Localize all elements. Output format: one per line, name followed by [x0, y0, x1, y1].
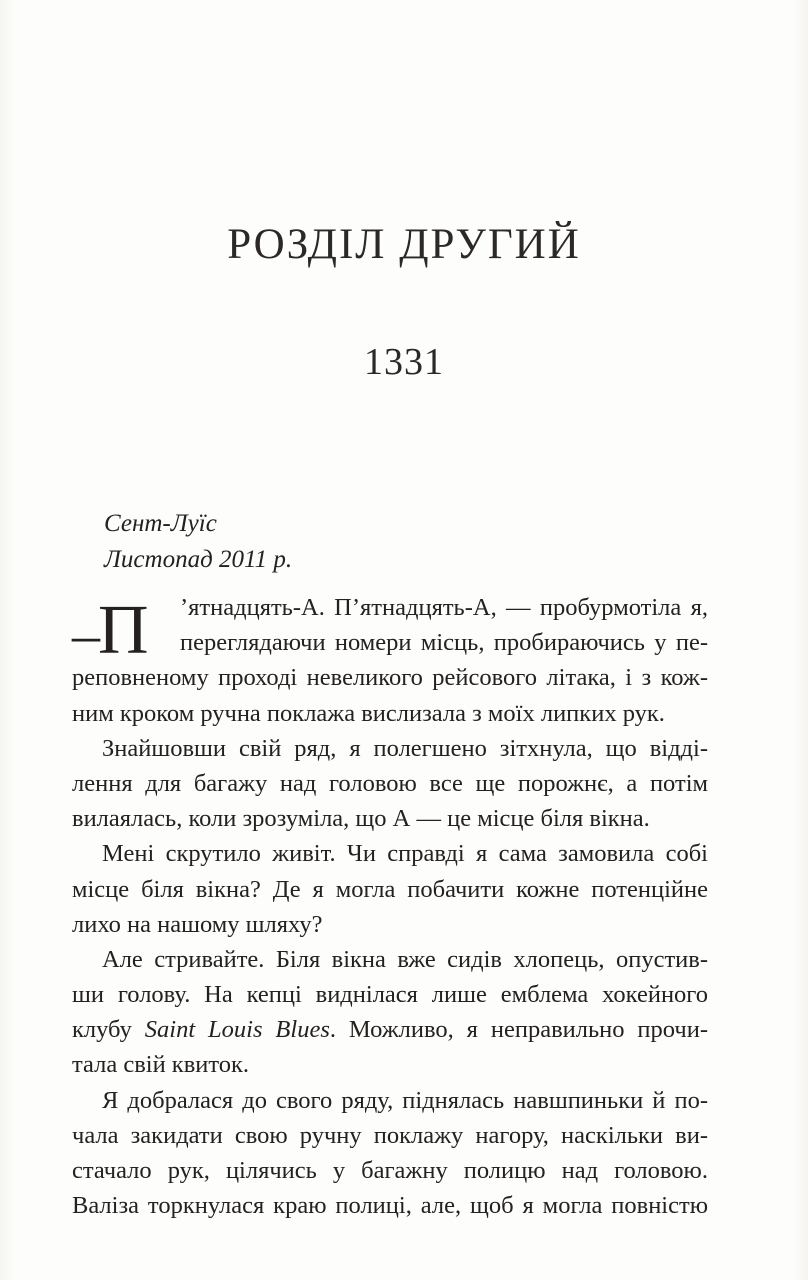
text-line: ’ятнадцять-А. П’ятнадцять-А, — пробурмотіла я, — [180, 594, 708, 621]
text-line: вилаялась, коли зрозуміла, що А — це місце біля вікна. — [72, 805, 650, 833]
body-text — [72, 590, 708, 1223]
text-line-mixed — [72, 1012, 708, 1047]
text-line: ши голову. На кепці виднілася лише емблема хокейного — [72, 981, 708, 1009]
drop-cap-dash: – — [72, 604, 100, 666]
text-fragment: клубу — [72, 1016, 145, 1044]
chapter-title: РОЗДІЛ ДРУГИЙ — [227, 221, 581, 268]
dateline-place: Сент-Луїс — [104, 510, 217, 537]
dateline — [104, 506, 292, 578]
drop-cap-letter: П — [98, 592, 149, 669]
text-line: стачало рук, цілячись у багажну полицю над головою. — [72, 1157, 708, 1184]
text-line: лихо на нашому шляху? — [72, 910, 323, 938]
text-line: Мені скрутило живіт. Чи справді я сама замовила собі — [102, 840, 708, 868]
text-line: Я добралася до свого ряду, піднялась навшпиньки й по- — [102, 1086, 708, 1114]
text-fragment: . Можливо, я неправильно прочи- — [329, 1016, 708, 1044]
chapter-number: 1331 — [364, 341, 444, 383]
text-line: ним кроком ручна поклажа вислизала з моїх липких рук. — [72, 699, 665, 727]
dateline-date: Листопад 2011 р. — [104, 546, 293, 573]
text-line: лення для багажу над головою все ще порожнє, а потім — [72, 769, 708, 797]
text-line: Валіза торкнулася краю полиці, але, щоб я могла повністю — [72, 1192, 708, 1220]
text-line: реповненому проході невеликого рейсового літака, і з кож- — [72, 664, 708, 692]
club-name: Saint Louis Blues — [144, 1016, 330, 1044]
text-line: чала закидати свою ручну поклажу нагору, наскільки ви- — [72, 1121, 708, 1149]
text-line: переглядаючи номери місць, пробираючись у пе- — [180, 629, 708, 657]
text-line: Знайшовши свій ряд, я полегшено зітхнула, що відді- — [102, 734, 708, 762]
text-line: місце біля вікна? Де я могла побачити кожне потенційне — [72, 875, 708, 903]
text-line: тала свій квиток. — [72, 1051, 250, 1079]
text-line: Але стривайте. Біля вікна вже сидів хлопець, опустив- — [102, 945, 708, 973]
